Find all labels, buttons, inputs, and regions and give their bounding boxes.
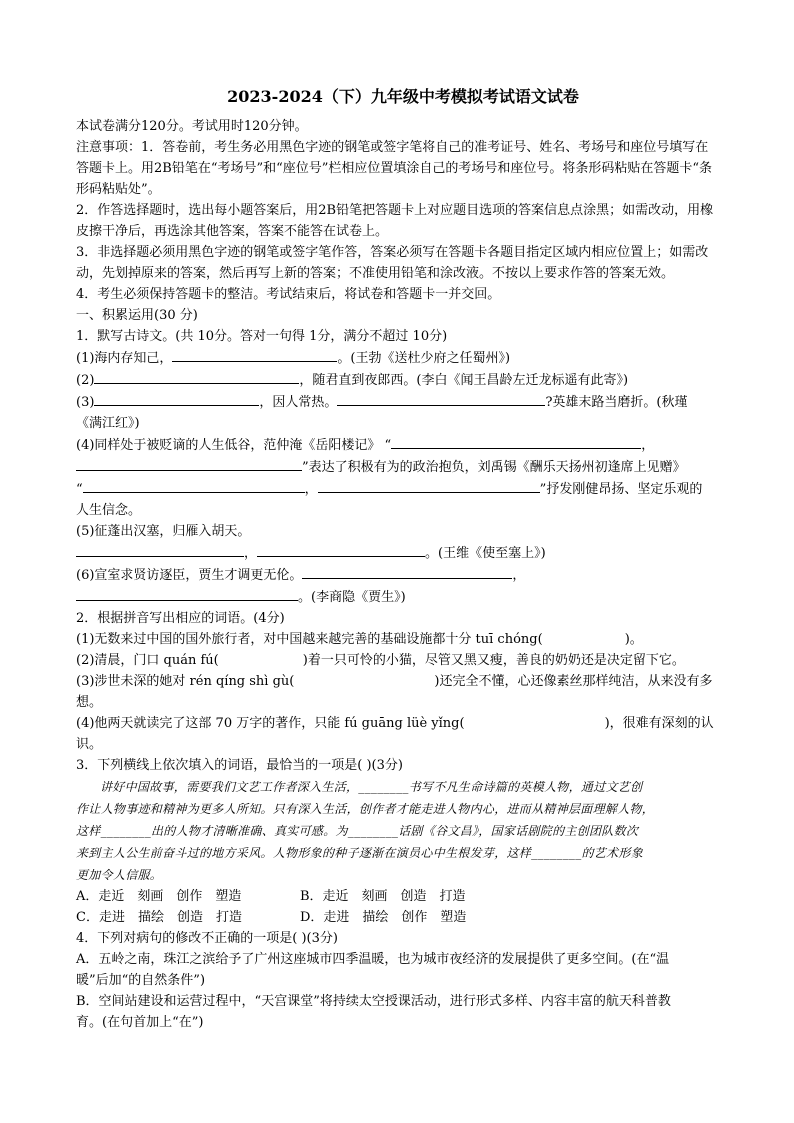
q3-passage-line: 这样________出的人物才清晰准确、真实可感。为________话剧《谷文昌》，国家话剧院的主创团队数次	[76, 824, 639, 838]
q2-line-4: (4)他两天就读完了这部 70 万字的著作，只能 fú guāng lüè yǐng( )，很难有深刻的认	[76, 716, 714, 731]
answer-blank[interactable]	[318, 478, 540, 493]
q4-stem: 4．下列对病句的修改不正确的一项是( )(3分)	[76, 931, 338, 946]
answer-blank[interactable]	[76, 586, 298, 601]
q2-line-3: (3)涉世未深的她对 rén qíng shì gù( )还完全不懂，心还像素丝那样纯洁，从来没有多	[76, 674, 713, 689]
q1-line-4: (4)同样处于被贬谪的人生低谷，范仲淹《岳阳楼记》 “ ，	[76, 434, 720, 456]
answer-blank[interactable]	[83, 478, 305, 493]
q2-line-3b: 想。	[76, 695, 103, 710]
q4-option-b-cont: 育。(在句首加上“在”)	[76, 1015, 204, 1030]
answer-blank[interactable]	[391, 434, 641, 449]
answer-blank[interactable]	[76, 542, 244, 557]
option-a[interactable]: A．走近 刻画 创作 塑造	[76, 889, 242, 904]
answer-blank[interactable]	[172, 347, 337, 362]
exam-page	[76, 86, 720, 1033]
q4-option-b[interactable]: B．空间站建设和运营过程中，“天宫课堂”将持续太空授课活动，进行形式多样、内容丰富的航天科普教	[76, 994, 671, 1009]
q1-line-5: (5)征蓬出汉塞，归雁入胡天。	[76, 524, 251, 539]
q1-line-1: (1)海内存知己， 。(王勃《送杜少府之任蜀州》)	[76, 347, 720, 369]
answer-blank[interactable]	[94, 391, 259, 406]
q2-line-2: (2)清晨，门口 quán fú( )着一只可怜的小猫，尽管又黑又瘦，善良的奶奶还是决定留下它。	[76, 653, 685, 668]
q1-line-4b: ”表达了积极有为的政治抱负，刘禹锡《酬乐天扬州初逢席上见赠》	[76, 456, 720, 478]
q3-passage-line: 更加令人信服。	[76, 868, 163, 882]
q1-line-4d: 人生信念。	[76, 503, 142, 518]
q1-line-2: (2) ，随君直到夜郎西。(李白《闻王昌龄左迁龙标遥有此寄》)	[76, 369, 720, 391]
q4-option-a-cont: 暖”后加“的自然条件”)	[76, 973, 206, 988]
exam-title: 2023-2024（下）九年级中考模拟考试语文试卷	[227, 87, 579, 106]
answer-blank[interactable]	[257, 542, 425, 557]
notice-3: 3．非选择题必须用黑色字迹的钢笔或签字笔作答，答案必须写在答题卡各题目指定区域内相应位置上；如需改动，先划掉原来的答案，然后再写上新的答案；不准使用铅笔和涂改液。不按以上要求作答的答案无效。	[76, 245, 709, 281]
q1-line-3: (3) ，因人常热。 ?英雄末路当磨折。(秋瑾	[76, 391, 720, 413]
q1-line-3b: 《满江红》)	[76, 416, 140, 431]
intro-score-line: 本试卷满分120分。考试用时120分钟。	[76, 119, 308, 134]
option-c[interactable]: C．走进 描绘 创造 打造	[76, 910, 242, 925]
notice-1: 注意事项：1．答卷前，考生务必用黑色字迹的钢笔或签字笔将自己的准考证号、姓名、考场号和座位号填写在答题卡上。用2B铅笔在“考场号”和“座位号”栏相应位置填涂自己的考场号和座位号。将条形码粘贴在答题卡“条形码粘贴处”。	[76, 140, 713, 197]
q1-stem: 1．默写古诗文。(共 10分。答对一句得 1分，满分不超过 10分)	[76, 329, 448, 344]
answer-blank[interactable]	[302, 564, 512, 579]
answer-blank[interactable]	[94, 369, 299, 384]
q1-line-6b: 。(李商隐《贾生》)	[76, 586, 720, 608]
notice-4: 4．考生必须保持答题卡的整洁。考试结束后，将试卷和答题卡一并交回。	[76, 287, 501, 302]
q3-passage-line: 讲好中国故事，需要我们文艺工作者深入生活，________书写不凡生命诗篇的英模人物，通过文艺创	[100, 780, 643, 794]
q1-line-5b: ， 。(王维《使至塞上》)	[76, 542, 720, 564]
q3-passage-line: 来到主人公生前奋斗过的地方采风。人物形象的种子逐渐在演员心中生根发芽，这样________的艺术形象	[76, 846, 644, 860]
q1-line-6: (6)宣室求贤访逐臣，贾生才调更无伦。 ，	[76, 564, 720, 586]
q3-options-row	[76, 907, 720, 928]
q3-stem: 3．下列横线上依次填入的词语，最恰当的一项是( )(3分)	[76, 758, 403, 773]
q1-line-4c: “ ， ”抒发刚健昂扬、坚定乐观的	[76, 478, 720, 500]
q3-options-row	[76, 886, 720, 907]
answer-blank[interactable]	[76, 456, 302, 471]
q3-passage-line: 作让人物事迹和精神为更多人所知。只有深入生活，创作者才能走进人物内心，进而从精神层面理解人物，	[76, 802, 655, 816]
option-b[interactable]: B．走近 刻画 创造 打造	[300, 889, 466, 904]
notice-2: 2．作答选择题时，选出每小题答案后，用2B铅笔把答题卡上对应题目选项的答案信息点涂黑；如需改动，用橡皮擦干净后，再选涂其他答案，答案不能答在试卷上。	[76, 203, 714, 239]
q4-option-a[interactable]: A．五岭之南，珠江之滨给予了广州这座城市四季温暖，也为城市夜经济的发展提供了更多空间。(在“温	[76, 952, 670, 967]
q2-line-4b: 识。	[76, 737, 103, 752]
option-d[interactable]: D．走进 描绘 创作 塑造	[300, 910, 467, 925]
answer-blank[interactable]	[337, 391, 545, 406]
section-heading: 一、积累运用(30 分)	[76, 308, 198, 323]
q2-stem: 2．根据拼音写出相应的词语。(4分)	[76, 611, 285, 626]
q2-line-1: (1)无数来过中国的国外旅行者，对中国越来越完善的基础设施都十分 tuī chóng( )。	[76, 632, 643, 647]
